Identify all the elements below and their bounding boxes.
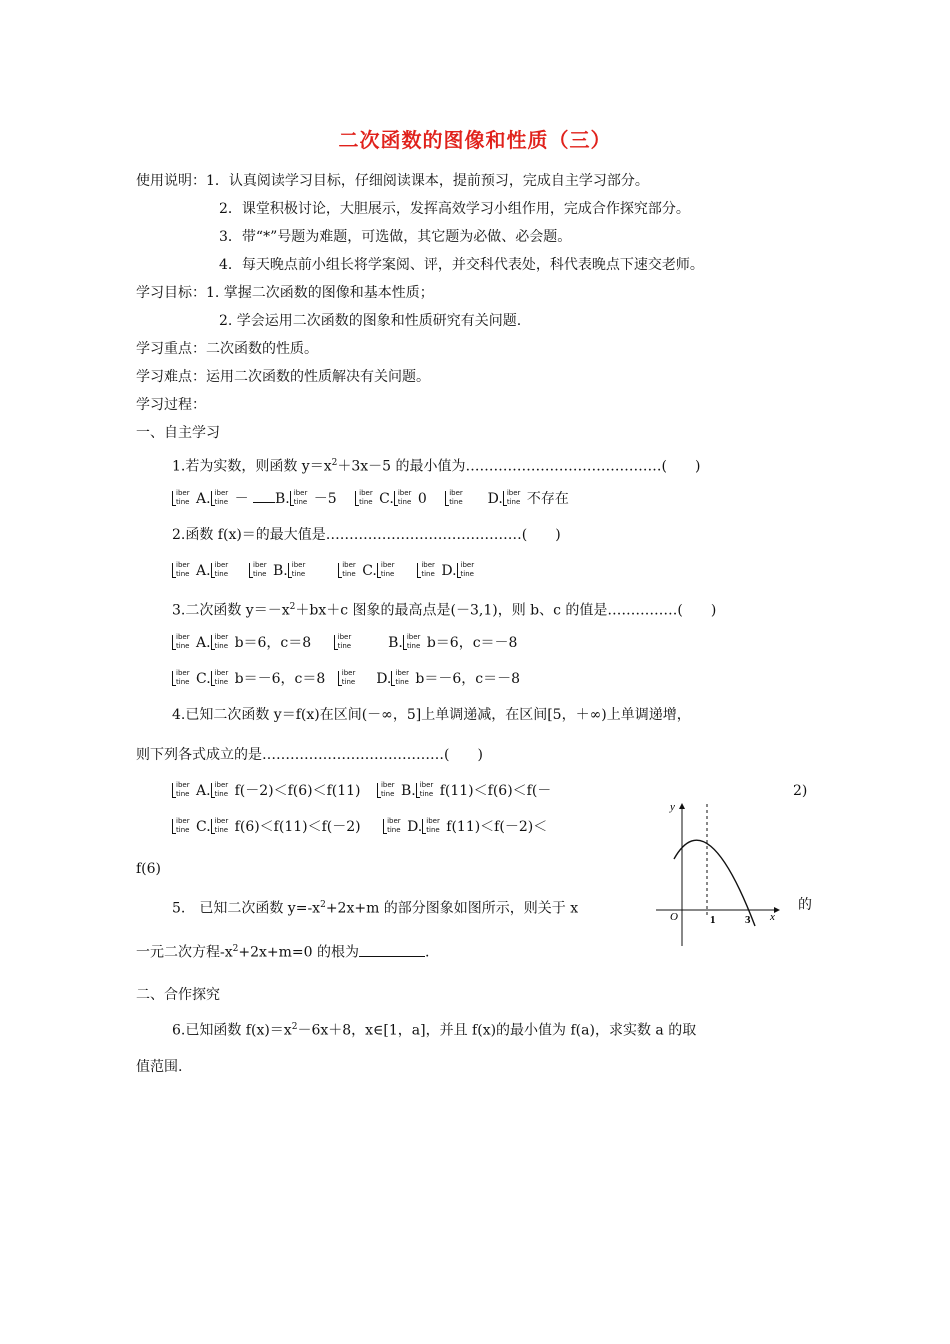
goal-item: 2. 学会运用二次函数的图象和性质研究有关问题.	[219, 313, 522, 329]
option-d-tail: f(6)	[136, 861, 162, 877]
iber-tine-icon: iber tine	[338, 670, 360, 688]
q1-stem	[172, 454, 700, 476]
option-b-tail: 2)	[793, 783, 808, 799]
iber-tine-icon: iber tine	[211, 818, 233, 836]
iber-tine-icon: iber tine	[211, 490, 233, 508]
iber-tine-icon: iber tine	[211, 562, 233, 580]
iber-tine-icon: iber tine	[172, 818, 194, 836]
iber-tine-icon: iber tine	[334, 634, 356, 652]
iber-tine-icon: iber tine	[355, 490, 377, 508]
option-c-label: C.	[362, 563, 377, 579]
iber-tine-icon: iber tine	[249, 562, 271, 580]
q6-line1	[172, 1018, 696, 1040]
q3-stem	[172, 598, 716, 620]
q5-line2-c: .	[425, 944, 430, 961]
option-b-value: f(11)＜f(6)＜f(－	[439, 783, 552, 799]
q5-line2	[136, 940, 429, 962]
q5-stem	[172, 896, 578, 918]
q5-stem-b: +2x+m 的部分图象如图所示，则关于 x	[325, 900, 579, 917]
iber-tine-icon: iber tine	[172, 634, 194, 652]
option-b-value: －5	[313, 491, 337, 507]
iber-tine-icon: iber tine	[422, 818, 444, 836]
option-a-value: b＝6，c＝8	[234, 635, 312, 651]
option-d-label: D.	[407, 819, 423, 835]
usage-line-1	[136, 172, 649, 190]
origin-label: O	[670, 911, 678, 923]
option-c-label: C.	[379, 491, 394, 507]
iber-tine-icon: iber tine	[394, 490, 416, 508]
iber-tine-icon: iber tine	[288, 562, 310, 580]
iber-tine-icon: iber tine	[338, 562, 360, 580]
iber-tine-icon: iber tine	[457, 562, 479, 580]
q5-line2-a: 一元二次方程-x	[136, 944, 233, 961]
option-c-value: b＝－6，c＝8	[234, 671, 326, 687]
option-d-value: f(11)＜f(－2)＜	[446, 819, 548, 835]
q3-options-ab	[172, 634, 517, 652]
q1-stem-a: 1.若为实数，则函数 y＝x	[172, 458, 332, 475]
tick-3-label: 3	[745, 914, 751, 926]
page-title: 二次函数的图像和性质（三）	[338, 128, 612, 152]
option-a-label: A.	[196, 635, 211, 651]
option-a-label: A.	[196, 783, 211, 799]
q6-line2: 值范围.	[136, 1059, 183, 1075]
goals-label: 学习目标：	[136, 285, 206, 301]
q1-stem-b: ＋3x－5 的最小值为……………………………………( )	[337, 458, 701, 475]
q2-options	[172, 562, 481, 580]
iber-tine-icon: iber tine	[172, 670, 194, 688]
q5-stem-c: 的	[798, 897, 812, 913]
iber-tine-icon: iber tine	[377, 562, 399, 580]
iber-tine-icon: iber tine	[445, 490, 467, 508]
iber-tine-icon: iber tine	[211, 782, 233, 800]
section-cooperative-inquiry: 二、合作探究	[136, 987, 220, 1003]
option-d-label: D.	[487, 491, 503, 507]
usage-item: 3．带“*”号题为难题，可选做，其它题为必做、必会题。	[219, 229, 572, 245]
option-b-label: B.	[388, 635, 403, 651]
study-process: 学习过程：	[136, 397, 206, 413]
option-a-label: A.	[196, 563, 211, 579]
q5-stem-a: 5. 已知二次函数 y=-x	[172, 900, 321, 917]
iber-tine-icon: iber tine	[377, 782, 399, 800]
iber-tine-icon: iber tine	[211, 634, 233, 652]
study-difficulty: 学习难点：运用二次函数的性质解决有关问题。	[136, 369, 430, 385]
q2-stem: 2.函数 f(x)＝的最大值是……………………………………( )	[172, 527, 561, 543]
iber-tine-icon: iber tine	[403, 634, 425, 652]
option-a-value: f(－2)＜f(6)＜f(11)	[234, 783, 361, 799]
option-c-label: C.	[196, 819, 211, 835]
iber-tine-icon: iber tine	[391, 670, 413, 688]
x-axis-label: x	[770, 911, 775, 923]
iber-tine-icon: iber tine	[417, 562, 439, 580]
option-d-value: b＝－6，c＝－8	[415, 671, 521, 687]
q3-options-cd	[172, 670, 520, 688]
option-d-value: 不存在	[526, 491, 569, 507]
option-c-value: 0	[417, 491, 427, 507]
parabola-graph	[654, 798, 784, 950]
iber-tine-icon: iber tine	[416, 782, 438, 800]
exp-2: 2	[320, 900, 326, 910]
usage-item: 2．课堂积极讨论，大胆展示，发挥高效学习小组作用，完成合作探究部分。	[219, 201, 690, 217]
exp-2: 2	[331, 458, 338, 468]
option-a-label: A.	[196, 491, 211, 507]
q6-line1-b: －6x＋8，x∈[1，a]，并且 f(x)的最小值为 f(a)，求实数 a 的取	[297, 1022, 697, 1039]
iber-tine-icon: iber tine	[172, 490, 194, 508]
option-b-label: B.	[273, 563, 288, 579]
q1-options	[172, 490, 569, 508]
option-b-value: b＝6，c＝－8	[426, 635, 518, 651]
iber-tine-icon: iber tine	[503, 490, 525, 508]
exp-2: 2	[289, 602, 296, 612]
answer-blank	[359, 944, 425, 957]
option-b-label: B.	[275, 491, 290, 507]
exp-2: 2	[232, 944, 239, 954]
tick-1-label: 1	[710, 914, 716, 926]
iber-tine-icon: iber tine	[172, 562, 194, 580]
section-self-study: 一、自主学习	[136, 425, 220, 441]
iber-tine-icon: iber tine	[211, 670, 233, 688]
option-b-label: B.	[400, 783, 416, 799]
study-focus: 学习重点：二次函数的性质。	[136, 341, 318, 357]
option-c-label: C.	[196, 671, 211, 687]
usage-item: 1．认真阅读学习目标，仔细阅读课本，提前预习，完成自主学习部分。	[206, 173, 649, 189]
iber-tine-icon: iber tine	[383, 818, 405, 836]
exp-2: 2	[291, 1022, 298, 1032]
y-axis-label: y	[670, 801, 675, 813]
q5-line2-b: +2x+m=0 的根为	[238, 944, 360, 961]
usage-item: 4．每天晚点前小组长将学案阅、评，并交科代表处，科代表晚点下速交老师。	[219, 257, 704, 273]
usage-label: 使用说明：	[136, 173, 206, 189]
q4-stem-line2: 则下列各式成立的是…………………………………( )	[136, 747, 483, 763]
q3-stem-a: 3.二次函数 y＝－x	[172, 602, 290, 619]
q3-stem-b: ＋bx＋c 图象的最高点是(－3,1)，则 b、c 的值是……………( )	[295, 602, 717, 619]
q4-options-ab	[172, 782, 551, 800]
goals-line-1	[136, 284, 434, 302]
q4-stem-line1: 4.已知二次函数 y＝f(x)在区间(－∞，5]上单调递减，在区间[5，＋∞)上单调递增，	[172, 707, 691, 723]
iber-tine-icon: iber tine	[290, 490, 312, 508]
option-d-label: D.	[441, 563, 457, 579]
option-c-value: f(6)＜f(11)＜f(－2)	[234, 819, 361, 835]
goal-item: 1. 掌握二次函数的图像和基本性质；	[206, 285, 434, 301]
q6-line1-a: 6.已知函数 f(x)＝x	[172, 1022, 292, 1039]
option-d-label: D.	[376, 671, 392, 687]
iber-tine-icon: iber tine	[172, 782, 194, 800]
option-a-value: －	[234, 491, 249, 507]
q4-options-cd	[172, 818, 547, 836]
